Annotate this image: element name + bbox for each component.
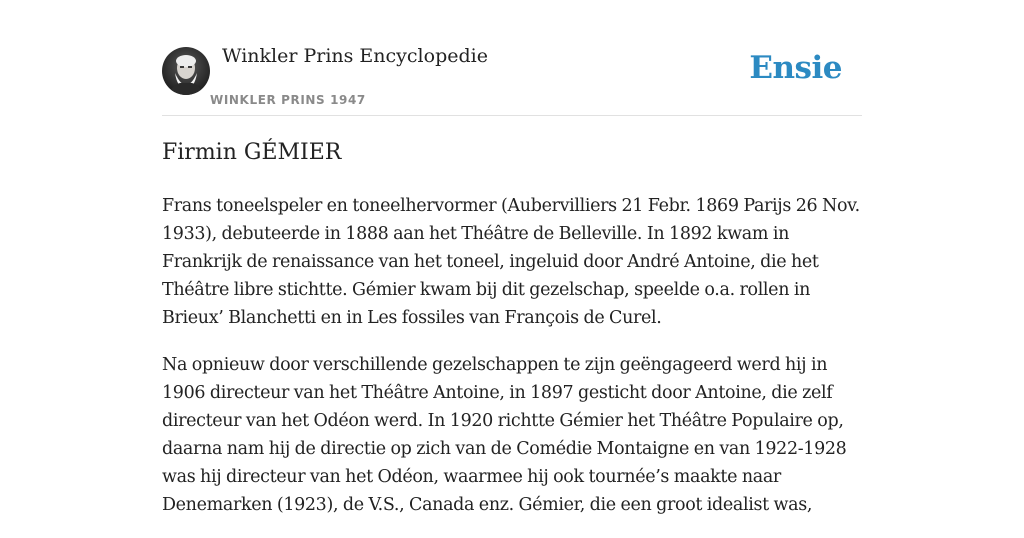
author-avatar[interactable] [162,47,210,95]
article-paragraph: Na opnieuw door verschillende gezelschappen te zijn geëngageerd werd hij in 1906 directeur van het Théâtre Antoine, in 1897 gesticht door Antoine, die zelf directeur van het Odéon werd. In 1920 richtte Gémier het Théâtre Populaire op, daarna nam hij de directie op zich van de Comédie Montaigne en van 1922-1928 was hij directeur van het Odéon, waarmee hij ook tournée’s maakte naar Denemarken (1923), de V.S., Canada enz. Gémier, die een groot idealist was, [162,355,847,515]
brand-logo[interactable]: Ensie [749,50,842,86]
article-body [162,192,862,538]
page [162,0,862,515]
source-header [162,0,862,116]
article-paragraph: Frans toneelspeler en toneelhervormer (Aubervilliers 21 Febr. 1869 Parijs 26 Nov. 1933), debuteerde in 1888 aan het Théâtre de Belleville. In 1892 kwam in Frankrijk de renaissance van het toneel, ingeluid door André Antoine, die het Théâtre libre stichtte. Gémier kwam bij dit gezelschap, speelde o.a. rollen in Brieux’ Blanchetti en in Les fossiles van François de Curel. [162,196,860,328]
source-title[interactable]: Winkler Prins Encyclopedie [222,45,488,67]
source-subtitle: WINKLER PRINS 1947 [210,93,366,107]
article-title: Firmin GÉMIER [162,140,342,165]
portrait-icon [162,47,210,95]
